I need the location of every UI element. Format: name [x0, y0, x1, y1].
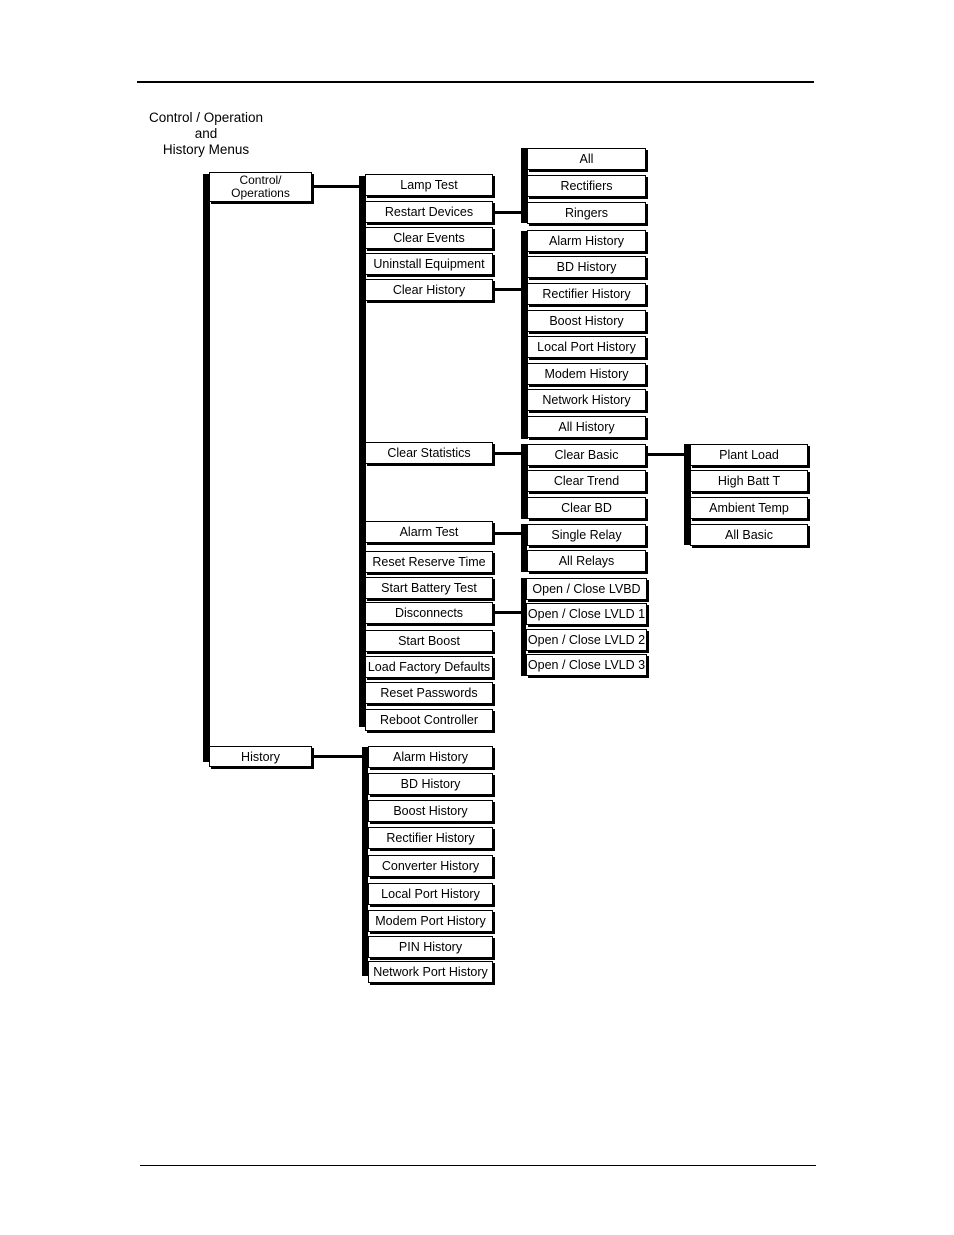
- menu-history-modem-port[interactable]: [368, 910, 493, 932]
- menu-label: All History: [558, 420, 615, 434]
- menu-label: Clear Statistics: [387, 446, 471, 460]
- menu-label: Modem History: [544, 367, 629, 381]
- menu-load-factory-defaults[interactable]: [365, 656, 493, 678]
- menu-label: All Relays: [558, 554, 615, 568]
- menu-plant-load[interactable]: [690, 444, 808, 466]
- menu-start-boost[interactable]: [365, 630, 493, 652]
- menu-label: Alarm History: [392, 750, 468, 764]
- menu-clear-local-port-history[interactable]: [527, 336, 646, 358]
- menu-clear-network-history[interactable]: [527, 389, 646, 411]
- menu-history[interactable]: [209, 746, 312, 767]
- menu-label: Ringers: [564, 206, 609, 220]
- menu-clear-basic[interactable]: [527, 444, 646, 466]
- menu-label: Clear History: [392, 283, 466, 297]
- menu-history-rectifier[interactable]: [368, 827, 493, 849]
- title-line-2: and: [194, 126, 218, 141]
- title-line-1: Control / Operation: [148, 110, 264, 125]
- menu-label: Lamp Test: [400, 178, 458, 192]
- menu-label: All: [579, 152, 594, 166]
- menu-open-close-lvbd[interactable]: [526, 578, 647, 600]
- menu-clear-rectifier-history[interactable]: [527, 283, 646, 305]
- menu-label: Alarm Test: [399, 525, 459, 539]
- menu-history-pin[interactable]: [368, 936, 493, 958]
- top-rule: [137, 81, 814, 83]
- menu-label: Network History: [542, 393, 631, 407]
- menu-label: Local Port History: [381, 887, 480, 901]
- menu-label: Disconnects: [394, 606, 464, 620]
- menu-label: Plant Load: [719, 448, 779, 462]
- trunk-root: [203, 174, 210, 762]
- menu-clear-statistics[interactable]: [365, 442, 493, 464]
- menu-ambient-temp[interactable]: [690, 497, 808, 519]
- menu-label: Open / Close LVLD 3: [527, 658, 646, 672]
- menu-label: Clear Basic: [554, 448, 619, 462]
- menu-label: Single Relay: [551, 528, 622, 542]
- menu-alarm-test[interactable]: [365, 521, 493, 543]
- connector-clear-history: [493, 288, 522, 291]
- menu-label: Clear Trend: [553, 474, 620, 488]
- menu-label: Open / Close LVBD: [532, 582, 641, 596]
- menu-label: Open / Close LVLD 2: [527, 633, 646, 647]
- menu-label: High Batt T: [717, 474, 781, 488]
- menu-label: Rectifier History: [542, 287, 631, 301]
- menu-clear-modem-history[interactable]: [527, 363, 646, 385]
- menu-label: Clear Events: [393, 231, 465, 245]
- menu-control-operations[interactable]: [209, 172, 312, 202]
- menu-clear-bd[interactable]: [527, 497, 646, 519]
- menu-clear-alarm-history[interactable]: [527, 230, 646, 252]
- menu-label: History: [241, 749, 280, 764]
- menu-single-relay[interactable]: [527, 524, 646, 546]
- menu-label: Reboot Controller: [380, 713, 478, 727]
- menu-label: PIN History: [398, 940, 463, 954]
- menu-label: Ambient Temp: [709, 501, 789, 515]
- menu-label: Start Battery Test: [381, 581, 477, 595]
- menu-label: Restart Devices: [384, 205, 474, 219]
- menu-restart-ringers[interactable]: [527, 202, 646, 224]
- menu-open-close-lvld-2[interactable]: [526, 629, 647, 651]
- menu-lamp-test[interactable]: [365, 174, 493, 196]
- bottom-rule: [140, 1165, 816, 1166]
- menu-clear-trend[interactable]: [527, 470, 646, 492]
- menu-label: Control/ Operations: [231, 173, 290, 200]
- menu-start-battery-test[interactable]: [365, 577, 493, 599]
- connector-history: [312, 755, 363, 758]
- menu-label: Reset Passwords: [380, 686, 478, 700]
- menu-history-network-port[interactable]: [368, 961, 493, 983]
- title-line-3: History Menus: [162, 142, 250, 157]
- menu-clear-all-history[interactable]: [527, 416, 646, 438]
- menu-history-boost[interactable]: [368, 800, 493, 822]
- menu-label: All Basic: [725, 528, 773, 542]
- menu-disconnects[interactable]: [365, 602, 493, 624]
- menu-open-close-lvld-1[interactable]: [526, 603, 647, 625]
- connector-clear-basic: [646, 453, 685, 456]
- menu-clear-bd-history[interactable]: [527, 256, 646, 278]
- menu-label: Network Port History: [373, 965, 488, 979]
- menu-label: Uninstall Equipment: [373, 257, 485, 271]
- menu-label: BD History: [400, 777, 461, 791]
- menu-restart-rectifiers[interactable]: [527, 175, 646, 197]
- menu-label: Open / Close LVLD 1: [527, 607, 646, 621]
- connector-clear-statistics: [493, 452, 522, 455]
- menu-label: Rectifier History: [386, 831, 475, 845]
- menu-open-close-lvld-3[interactable]: [526, 654, 647, 676]
- menu-label: BD History: [556, 260, 617, 274]
- menu-high-batt-t[interactable]: [690, 470, 808, 492]
- menu-label: Rectifiers: [560, 179, 613, 193]
- menu-uninstall-equipment[interactable]: [365, 253, 493, 275]
- menu-label: Modem Port History: [375, 914, 486, 928]
- connector-alarm-test: [493, 532, 522, 535]
- menu-all-basic[interactable]: [690, 524, 808, 546]
- connector-control-operations: [312, 185, 360, 188]
- menu-restart-devices[interactable]: [365, 201, 493, 223]
- menu-clear-history[interactable]: [365, 279, 493, 301]
- menu-reset-passwords[interactable]: [365, 682, 493, 704]
- menu-label: Reset Reserve Time: [372, 555, 486, 569]
- menu-history-local-port[interactable]: [368, 883, 493, 905]
- menu-reset-reserve-time[interactable]: [365, 551, 493, 573]
- menu-label: Boost History: [549, 314, 624, 328]
- menu-history-bd[interactable]: [368, 773, 493, 795]
- menu-label: Load Factory Defaults: [367, 660, 491, 674]
- menu-label: Start Boost: [398, 634, 460, 648]
- menu-history-alarm[interactable]: [368, 746, 493, 768]
- menu-label: Boost History: [393, 804, 468, 818]
- connector-restart-devices: [493, 211, 522, 214]
- menu-reboot-controller[interactable]: [365, 709, 493, 731]
- diagram-title: [140, 110, 272, 158]
- menu-label: Clear BD: [561, 501, 612, 515]
- menu-restart-all[interactable]: [527, 148, 646, 170]
- connector-disconnects: [493, 611, 522, 614]
- menu-label: Alarm History: [548, 234, 624, 248]
- menu-label: Converter History: [381, 859, 480, 873]
- menu-label: Local Port History: [537, 340, 636, 354]
- menu-all-relays[interactable]: [527, 550, 646, 572]
- menu-history-converter[interactable]: [368, 855, 493, 877]
- menu-clear-events[interactable]: [365, 227, 493, 249]
- menu-clear-boost-history[interactable]: [527, 310, 646, 332]
